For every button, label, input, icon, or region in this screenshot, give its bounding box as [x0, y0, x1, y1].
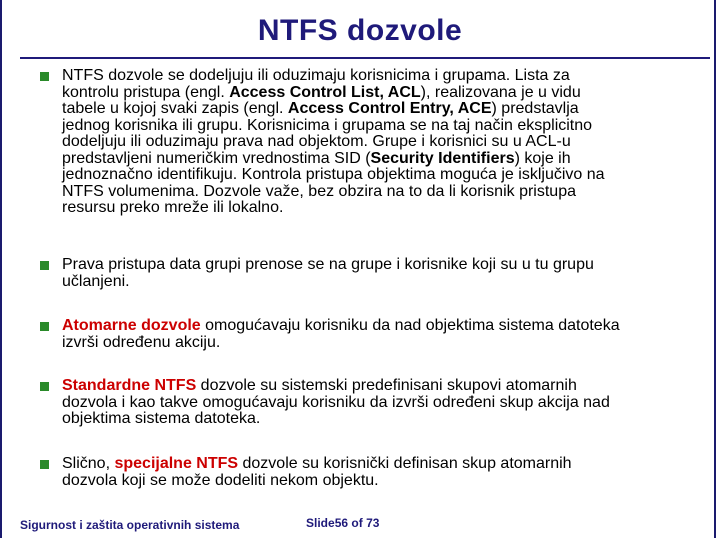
bullet-item-standard: Standardne NTFS dozvole su sistemski predefinisani skupovi atomarnih dozvola i kao takve omogućavaju korisniku da izvrši određeni skup akcija nad objektima sistema datoteka. — [40, 378, 610, 428]
bullet-item-atomic: Atomarne dozvole omogućavaju korisniku da nad objektima sistema datoteka izvrši određenu akciju. — [40, 318, 620, 351]
footer-course-title: Sigurnost i zaštita operativnih sistema — [20, 518, 240, 532]
bullet-item-acl: NTFS dozvole se dodeljuju ili oduzimaju korisnicima i grupama. Lista za kontrolu pristupa (engl. Access Control List, ACL), realizovana je u vidu tabele u kojoj svaki zapis (engl. Access Control Entry, ACE) predstavlja jednog korisnika ili grupu. Korisnicima i grupama se na taj način eksplicitno dodeljuju ili oduzimaju prava nad objektom. Grupe i korisnici su u ACL-u predstavljeni numeričkim vrednostima SID (Security Identifiers) koje ih jednoznačno identifikuju. Kontrola pristupa objektima moguća je isključivo na NTFS volumenima. Dozvole važe, bez obzira na to da li korisnik pristupa resursu preko mreže ili lokalno. — [40, 68, 605, 217]
bullet-item-inheritance: Prava pristupa data grupi prenose se na grupe i korisnike koji su u tu grupu učlanjeni. — [40, 257, 594, 290]
title-divider — [20, 57, 710, 59]
bullet-square-icon — [40, 382, 49, 391]
slide-counter: Slide56 of 73 — [306, 516, 380, 530]
bullet-square-icon — [40, 72, 49, 81]
slide-title: NTFS dozvole — [257, 14, 463, 47]
bullet-square-icon — [40, 322, 49, 331]
bullet-square-icon — [40, 261, 49, 270]
bullet-item-special: Slično, specijalne NTFS dozvole su korisnički definisan skup atomarnih dozvola koji se može dodeliti nekom objektu. — [40, 456, 572, 489]
bullet-square-icon — [40, 460, 49, 469]
